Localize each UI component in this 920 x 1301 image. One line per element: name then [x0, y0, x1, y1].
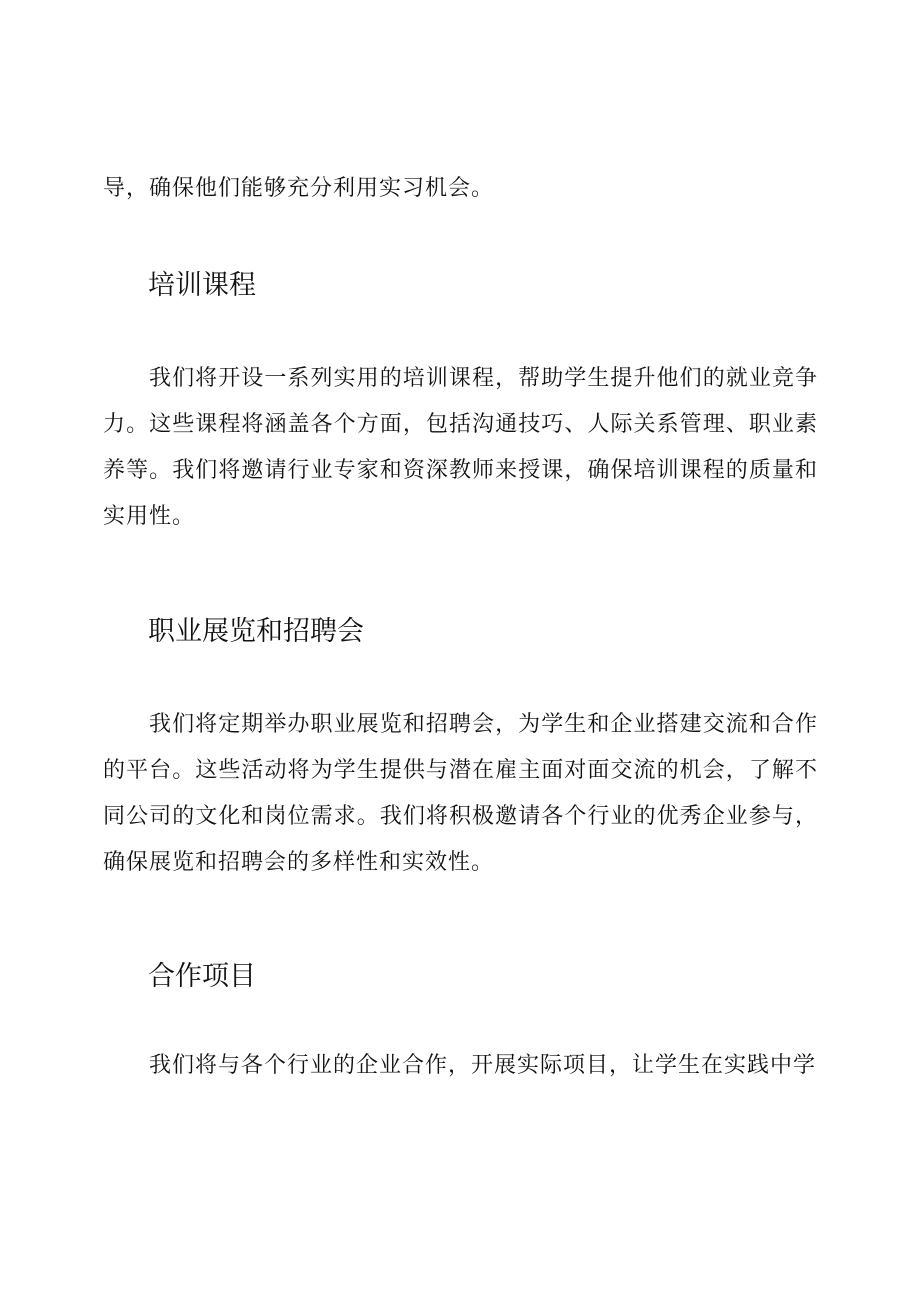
section-heading-career-fair: 职业展览和招聘会	[148, 616, 364, 647]
section-heading-cooperation-projects: 合作项目	[148, 961, 256, 992]
section-heading-training-courses: 培训课程	[148, 270, 256, 301]
section-body-cooperation-projects: 我们将与各个行业的企业合作，开展实际项目，让学生在实践中学	[149, 1053, 817, 1078]
section-body-career-fair: 我们将定期举办职业展览和招聘会，为学生和企业搭建交流和合作的平台。这些活动将为学生提供与潜在雇主面对面交流的机会，了解不同公司的文化和岗位需求。我们将积极邀请各个行业的优秀企业参与，确保展览和招聘会的多样性和实效性。	[103, 712, 818, 875]
continued-paragraph: 导，确保他们能够充分利用实习机会。	[103, 176, 495, 201]
section-body-training-courses: 我们将开设一系列实用的培训课程，帮助学生提升他们的就业竞争力。这些课程将涵盖各个方面，包括沟通技巧、人际关系管理、职业素养等。我们将邀请行业专家和资深教师来授课，确保培训课程的质量和实用性。	[103, 366, 818, 529]
